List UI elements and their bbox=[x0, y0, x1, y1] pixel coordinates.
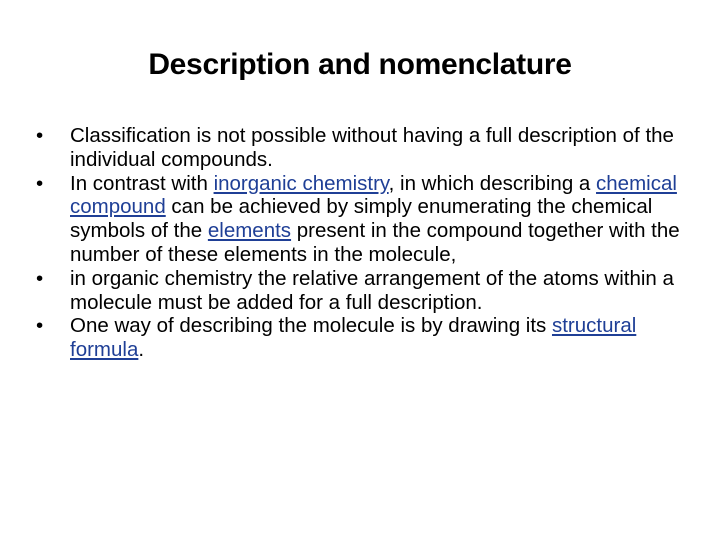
bullet-icon: • bbox=[36, 314, 44, 338]
slide-title: Description and nomenclature bbox=[148, 48, 572, 81]
structural-formula-link[interactable]: structural formula bbox=[70, 314, 637, 362]
bullet-icon: • bbox=[36, 266, 44, 290]
chemical-compound-link[interactable]: chemical compound bbox=[70, 171, 677, 219]
bullet-icon: • bbox=[36, 124, 44, 147]
bullet-item-classification bbox=[36, 124, 696, 172]
bullet-text: One way of describing the molecule is by drawing its bbox=[70, 314, 552, 338]
inorganic-chemistry-link[interactable]: inorganic chemistry bbox=[213, 171, 389, 195]
bullet-text: present in the compound together with the number of these elements in the molecule, bbox=[70, 219, 680, 266]
bullet-text: Classification is not possible without having a full description of the individual compounds. bbox=[70, 124, 674, 171]
bullet-text: , in which describing a bbox=[388, 171, 597, 195]
bullet-list bbox=[36, 124, 696, 362]
bullet-item-inorganic-contrast bbox=[36, 172, 696, 267]
bullet-item-organic-arrangement bbox=[36, 267, 696, 315]
elements-link[interactable]: elements bbox=[207, 219, 292, 243]
bullet-icon: • bbox=[36, 171, 44, 195]
bullet-text: can be achieved by simply enumerating the chemical symbols of the bbox=[70, 195, 653, 243]
bullet-text: in organic chemistry the relative arrangement of the atoms within a molecule must be added for a full description. bbox=[70, 266, 674, 314]
bullet-text: . bbox=[138, 338, 145, 362]
bullet-text: In contrast with bbox=[70, 171, 214, 195]
bullet-item-structural-formula bbox=[36, 314, 696, 362]
